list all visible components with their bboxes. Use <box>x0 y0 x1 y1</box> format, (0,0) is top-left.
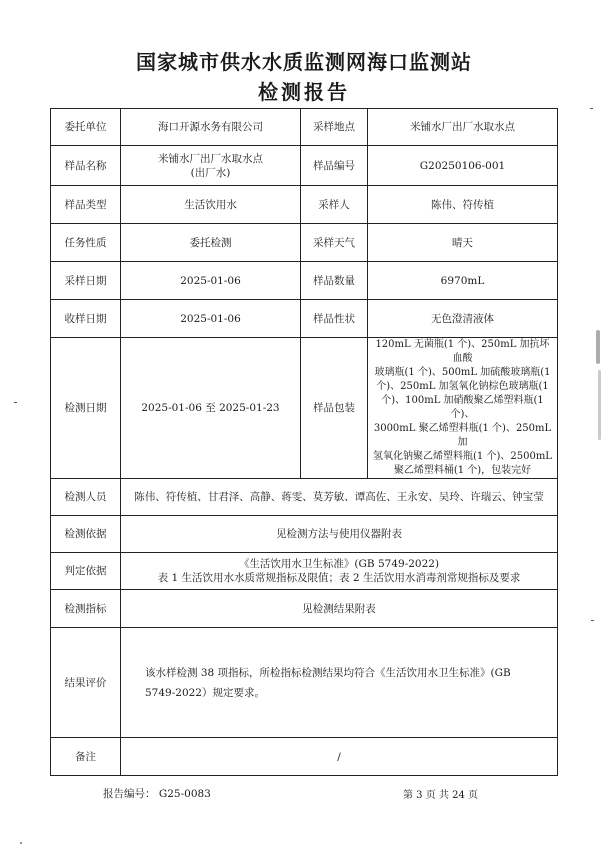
row-receive-date <box>51 300 558 338</box>
remark-label: 备注 <box>51 738 121 776</box>
sample-no-value: G20250106-001 <box>368 146 558 186</box>
sample-name-label: 样品名称 <box>51 146 121 186</box>
indicator-value: 见检测结果附表 <box>121 590 558 628</box>
report-title: 国家城市供水水质监测网海口监测站 <box>136 50 472 74</box>
test-date-value: 2025-01-06 至 2025-01-23 <box>121 338 301 479</box>
remark-value: / <box>121 738 558 776</box>
package-line: 个)、250mL 加氢氧化钠棕色玻璃瓶(1 <box>376 381 549 392</box>
receive-date-value: 2025-01-06 <box>121 300 301 338</box>
package-value <box>368 338 558 479</box>
judge-line1: 《生活饮用水卫生标准》(GB 5749-2022) <box>238 558 440 570</box>
page-number: 第 3 页 共 24 页 <box>403 790 478 801</box>
package-line: 120mL 无菌瓶(1 个)、250mL 加抗坏血酸 <box>375 339 550 364</box>
row-sample-date <box>51 262 558 300</box>
row-sample-name <box>51 146 558 186</box>
scan-smudge <box>596 330 600 364</box>
package-line: 聚乙烯塑料桶(1 个)，包装完好 <box>393 465 532 476</box>
row-remark <box>51 738 558 776</box>
quantity-label: 样品数量 <box>301 262 368 300</box>
package-label: 样品包装 <box>301 338 368 479</box>
package-line: 3000mL 聚乙烯塑料瓶(1 个)、250mL 加 <box>373 423 552 448</box>
row-task <box>51 224 558 262</box>
row-client <box>51 109 558 146</box>
task-label: 任务性质 <box>51 224 121 262</box>
sample-name-value <box>121 146 301 186</box>
sample-name-line2: (出厂水) <box>190 166 231 179</box>
scan-mark <box>590 108 593 109</box>
row-sample-type <box>51 186 558 224</box>
site-value: 米铺水厂出厂水取水点 <box>368 109 558 146</box>
sample-type-label: 样品类型 <box>51 186 121 224</box>
weather-value: 晴天 <box>368 224 558 262</box>
quantity-value: 6970mL <box>368 262 558 300</box>
result-label: 结果评价 <box>51 628 121 738</box>
row-personnel <box>51 479 558 516</box>
sampler-value: 陈伟、符传植 <box>368 186 558 224</box>
row-basis <box>51 516 558 553</box>
weather-label: 采样天气 <box>301 224 368 262</box>
package-line: 个)、100mL 加硝酸聚乙烯塑料瓶(1 个)、 <box>381 395 544 420</box>
row-indicator <box>51 590 558 628</box>
row-judge <box>51 553 558 590</box>
test-date-label: 检测日期 <box>51 338 121 479</box>
sampler-label: 采样人 <box>301 186 368 224</box>
judge-label: 判定依据 <box>51 553 121 590</box>
sample-no-label: 样品编号 <box>301 146 368 186</box>
indicator-label: 检测指标 <box>51 590 121 628</box>
row-test-date <box>51 338 558 479</box>
personnel-label: 检测人员 <box>51 479 121 516</box>
scan-smudge <box>598 370 601 440</box>
scan-mark <box>591 620 594 621</box>
property-value: 无色澄清液体 <box>368 300 558 338</box>
scan-mark <box>14 402 17 403</box>
site-label: 采样地点 <box>301 109 368 146</box>
package-line: 玻璃瓶(1 个)、500mL 加硫酸玻璃瓶(1 <box>374 367 551 378</box>
receive-date-label: 收样日期 <box>51 300 121 338</box>
property-label: 样品性状 <box>301 300 368 338</box>
judge-line2: 表 1 生活饮用水水质常规指标及限值；表 2 生活饮用水消毒剂常规指标及要求 <box>157 572 521 584</box>
sample-type-value: 生活饮用水 <box>121 186 301 224</box>
scan-dot <box>20 842 22 844</box>
sample-date-label: 采样日期 <box>51 262 121 300</box>
basis-value: 见检测方法与使用仪器附表 <box>121 516 558 553</box>
report-number: 报告编号： G25-0083 <box>103 788 211 800</box>
client-label: 委托单位 <box>51 109 121 146</box>
report-subtitle: 检测报告 <box>258 80 350 104</box>
client-value: 海口开源水务有限公司 <box>121 109 301 146</box>
personnel-value: 陈伟、符传植、甘君泽、高静、蒋雯、莫芳敏、谭高佐、王永安、吴玲、许瑞云、钟宝莹 <box>121 479 558 516</box>
sample-date-value: 2025-01-06 <box>121 262 301 300</box>
report-table <box>50 108 558 776</box>
row-result <box>51 628 558 738</box>
sample-name-line1: 米铺水厂出厂水取水点 <box>158 152 263 165</box>
task-value: 委托检测 <box>121 224 301 262</box>
package-line: 氢氧化钠聚乙烯塑料瓶(1 个)、2500mL <box>373 451 552 462</box>
judge-value <box>121 553 558 590</box>
basis-label: 检测依据 <box>51 516 121 553</box>
result-text: 该水样检测 38 项指标，所检指标检测结果均符合《生活饮用水卫生标准》(GB 5749-2022）规定要求。 <box>121 628 558 738</box>
